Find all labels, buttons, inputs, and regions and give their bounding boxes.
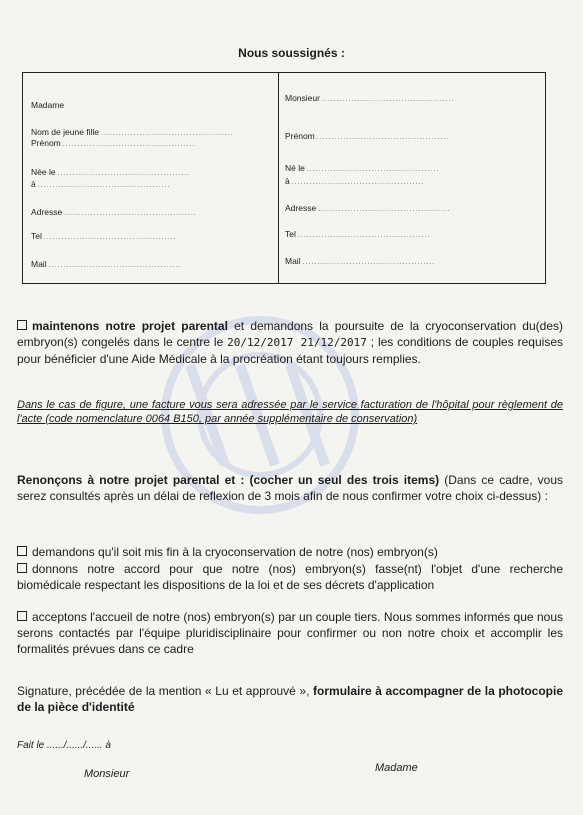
field-mail-madame[interactable]: Mail ............................................. xyxy=(31,259,182,269)
field-lieu-naissance-monsieur[interactable]: à ............................................. xyxy=(285,176,425,186)
fait-le-line[interactable]: Fait le ....../....../...... à xyxy=(17,740,111,751)
billing-note: Dans le cas de figure, une facture vous sera adressée par le service facturation de l'hôpital pour règlement de l'acte (code nomenclature 0064 B150, par année supplémentaire de conservation) xyxy=(17,399,563,425)
signature-monsieur[interactable]: Monsieur xyxy=(84,768,130,780)
column-divider xyxy=(278,73,279,283)
field-adresse-monsieur[interactable]: Adresse ............................................. xyxy=(285,203,451,213)
page-title: Nous soussignés : xyxy=(238,46,345,60)
identity-form-box xyxy=(22,72,546,284)
field-nom-jeune-fille[interactable]: Nom de jeune fille ............................................. xyxy=(31,127,234,137)
field-monsieur[interactable]: Monsieur ............................................. xyxy=(285,93,455,103)
checkbox-option-1[interactable] xyxy=(17,546,27,556)
section-maintenons: maintenons notre projet parental et demandons la poursuite de la cryoconservation du(des) embryon(s) congelés dans le centre le 20/12/2017 21/12/2017 ; les conditions de couples requises pour bénéficier d'une Aide Médicale à la procréation étant toujours remplies. xyxy=(17,319,563,366)
signature-instructions: Signature, précédée de la mention « Lu et approuvé », formulaire à accompagner de la photocopie de la pièce d'identité xyxy=(17,684,563,714)
option-fin-cryoconservation: demandons qu'il soit mis fin à la cryoconservation de notre (nos) embryon(s) xyxy=(17,544,563,560)
option-accueil-couple-tiers: acceptons l'accueil de notre (nos) embryon(s) par un couple tiers. Nous sommes informés que nous serons contactés par l'équipe pluridisciplinaire pour confirmer ou non notre choix et accomplir les formalités prévues dans ce cadre xyxy=(17,610,563,656)
field-ne-le[interactable]: Né le ............................................. xyxy=(285,163,440,173)
field-tel-monsieur[interactable]: Tel ............................................. xyxy=(285,229,431,239)
field-adresse-madame[interactable]: Adresse ............................................. xyxy=(31,207,197,217)
field-mail-monsieur[interactable]: Mail ............................................. xyxy=(285,256,436,266)
field-nee-le[interactable]: Née le ............................................. xyxy=(31,167,191,177)
option-recherche-biomedicale: donnons notre accord pour que notre (nos) embryon(s) fasse(nt) l'objet d'une recherche biomédicale respectant les dispositions de la loi et de ses décrets d'application xyxy=(17,562,563,592)
field-madame[interactable]: Madame xyxy=(31,100,65,110)
checkbox-option-3[interactable] xyxy=(17,611,27,621)
field-prenom-madame[interactable]: Prénom ............................................. xyxy=(31,138,196,148)
field-prenom-monsieur[interactable]: Prénom ............................................. xyxy=(285,131,450,141)
field-tel-madame[interactable]: Tel ............................................. xyxy=(31,231,177,241)
section-renoncons-intro: Renonçons à notre projet parental et : (cocher un seul des trois items) (Dans ce cadre, vous serez consultés après un délai de reflexion de 3 mois afin de nous confirmer votre choix ci-dessus) : xyxy=(17,473,564,503)
checkbox-maintenons[interactable] xyxy=(17,320,27,330)
field-lieu-naissance-madame[interactable]: à ............................................. xyxy=(31,179,171,189)
signature-madame[interactable]: Madame xyxy=(375,762,418,774)
date-text: 20/12/2017 21/12/2017 xyxy=(227,336,367,349)
checkbox-option-2[interactable] xyxy=(17,563,27,573)
